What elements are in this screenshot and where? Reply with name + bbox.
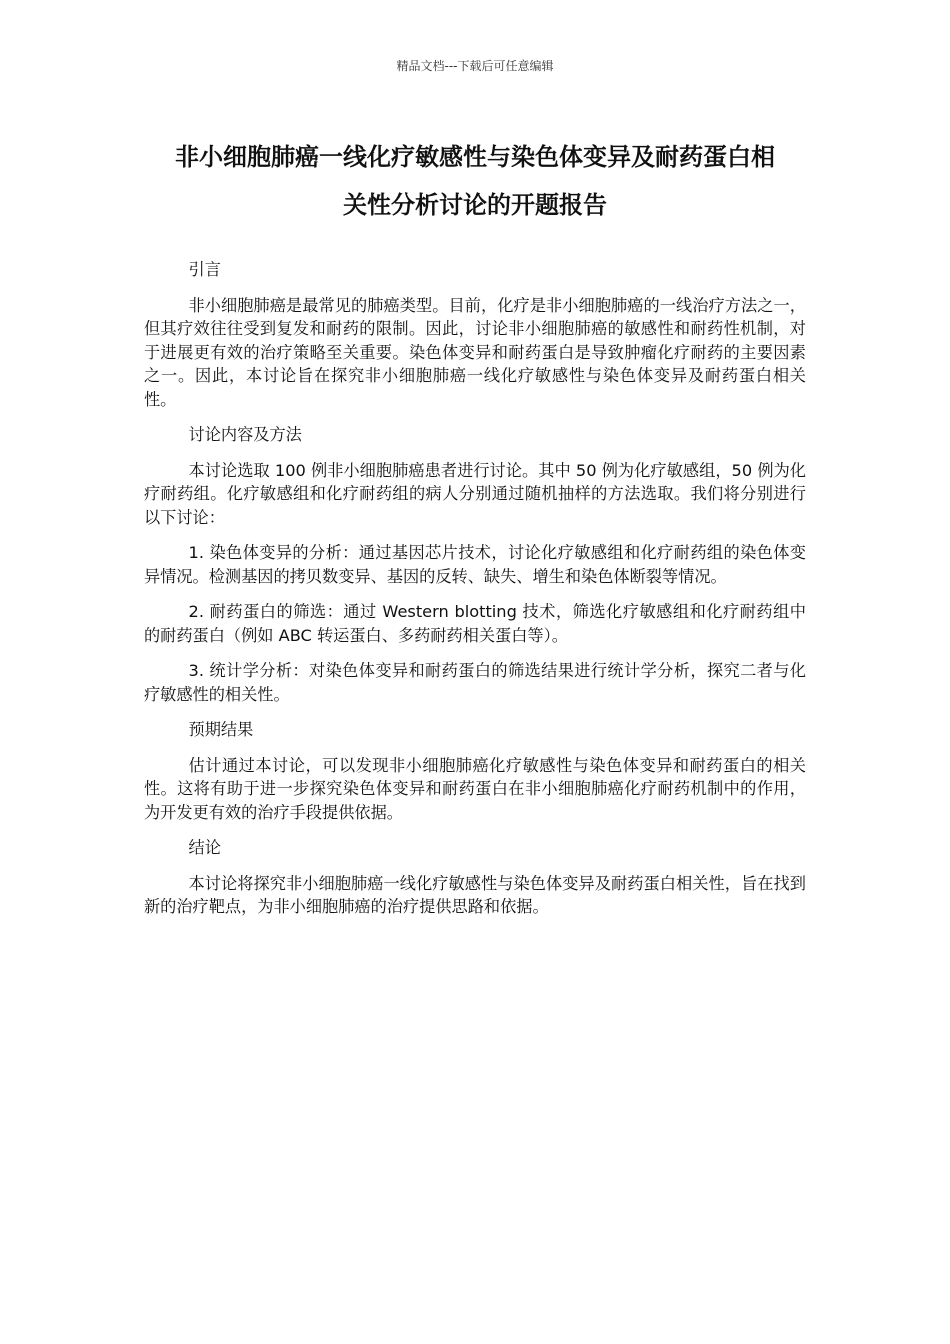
methods-item-3: 3. 统计学分析：对染色体变异和耐药蛋白的筛选结果进行统计学分析，探究二者与化疗敏感性的相关性。 (144, 661, 806, 704)
title-line-2: 关性分析讨论的开题报告 (343, 191, 607, 219)
methods-item-2: 2. 耐药蛋白的筛选：通过 Western blotting 技术，筛选化疗敏感组和化疗耐药组中的耐药蛋白（例如 ABC 转运蛋白、多药耐药相关蛋白等）。 (144, 602, 806, 645)
title-line-1: 非小细胞肺癌一线化疗敏感性与染色体变异及耐药蛋白相 (175, 143, 775, 171)
section-heading-conclusion: 结论 (188, 838, 221, 857)
conclusion-paragraph: 本讨论将探究非小细胞肺癌一线化疗敏感性与染色体变异及耐药蛋白相关性，旨在找到新的治疗靶点，为非小细胞肺癌的治疗提供思路和依据。 (144, 873, 806, 916)
section-heading-methods: 讨论内容及方法 (188, 425, 302, 444)
document-title (150, 133, 800, 229)
methods-item-1: 1. 染色体变异的分析：通过基因芯片技术，讨论化疗敏感组和化疗耐药组的染色体变异情况。检测基因的拷贝数变异、基因的反转、缺失、增生和染色体断裂等情况。 (144, 543, 806, 586)
page-header: 精品文档---下载后可任意编辑 (396, 59, 554, 73)
intro-paragraph: 非小细胞肺癌是最常见的肺癌类型。目前，化疗是非小细胞肺癌的一线治疗方法之一，但其疗效往往受到复发和耐药的限制。因此，讨论非小细胞肺癌的敏感性和耐药性机制，对于进展更有效的治疗策略至关重要。染色体变异和耐药蛋白是导致肿瘤化疗耐药的主要因素之一。因此，本讨论旨在探究非小细胞肺癌一线化疗敏感性与染色体变异及耐药蛋白相关性。 (144, 295, 806, 409)
methods-paragraph: 本讨论选取 100 例非小细胞肺癌患者进行讨论。其中 50 例为化疗敏感组，50 例为化疗耐药组。化疗敏感组和化疗耐药组的病人分别通过随机抽样的方法选取。我们将分别进行以下讨论： (144, 460, 806, 527)
section-heading-results: 预期结果 (188, 720, 254, 739)
results-paragraph: 估计通过本讨论，可以发现非小细胞肺癌化疗敏感性与染色体变异和耐药蛋白的相关性。这将有助于进一步探究染色体变异和耐药蛋白在非小细胞肺癌化疗耐药机制中的作用，为开发更有效的治疗手段提供依据。 (144, 755, 806, 822)
document-body (144, 258, 806, 931)
section-heading-intro: 引言 (188, 260, 221, 279)
